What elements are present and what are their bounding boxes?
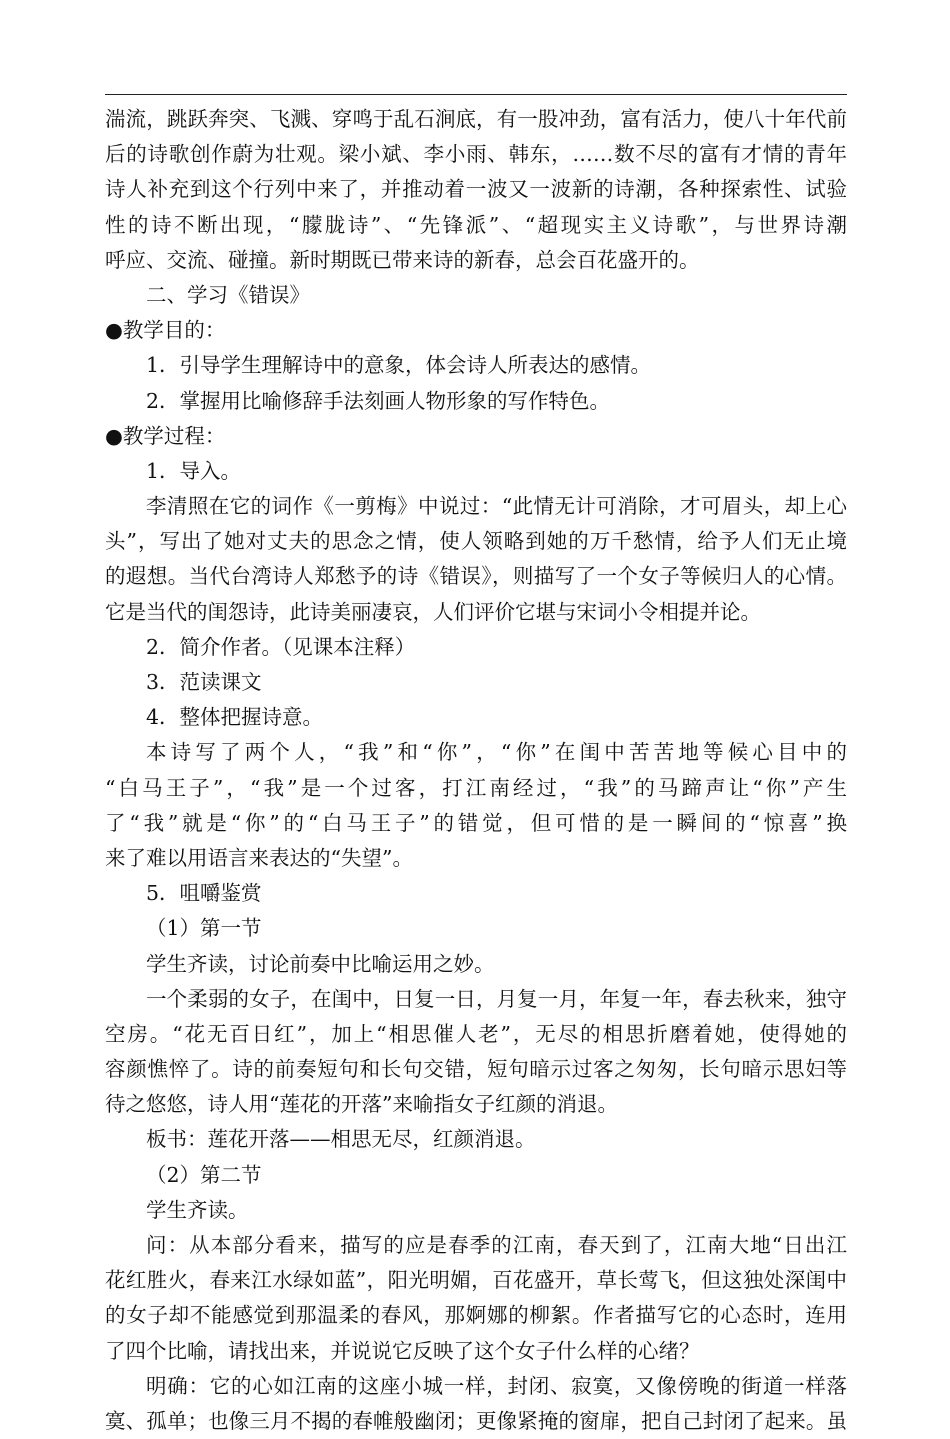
text-line: 容颜憔悴了。诗的前奏短句和长句交错，短句暗示过客之匆匆，长句暗示思妇等 [105,1057,847,1082]
text-line: 头”，写出了她对丈夫的思念之情，使人领略到她的万千愁情，给予人们无止境 [105,529,847,554]
text-line: 后的诗歌创作蔚为壮观。梁小斌、李小雨、韩东，……数不尽的富有才情的青年 [105,142,847,167]
text-line: 了四个比喻，请找出来，并说说它反映了这个女子什么样的心绪？ [105,1338,700,1363]
text-line: 2．掌握用比喻修辞手法刻画人物形象的写作特色。 [146,388,611,413]
text-line: 湍流，跳跃奔突、飞溅、穿鸣于乱石涧底，有一股冲劲，富有活力，使八十年代前 [105,107,847,131]
text-line: 1．导入。 [146,458,242,483]
text-line: 1．引导学生理解诗中的意象，体会诗人所表达的感情。 [146,353,652,378]
text-line: 二、学习《错误》 [146,282,310,307]
text-line: 问：从本部分看来，描写的应是春季的江南，春天到了，江南大地“日出江 [146,1233,847,1257]
text-line: 3．范读课文 [146,670,262,694]
text-line: 它是当代的闺怨诗，此诗美丽凄哀，人们评价它堪与宋词小令相提并论。 [105,599,761,624]
text-line: 诗人补充到这个行列中来了，并推动着一波又一波新的诗潮，各种探索性、试验 [105,177,847,202]
text-line: 一个柔弱的女子，在闺中，日复一日，月复一月，年复一年，春去秋来，独守 [146,986,847,1011]
text-line: 呼应、交流、碰撞。新时期既已带来诗的新春，总会百花盛开的。 [105,247,700,272]
text-line: 本诗写了两个人，“我”和“你”，“你”在闺中苦苦地等候心目中的 [146,740,847,765]
text-line: 来了难以用语言来表达的“失望”。 [105,845,413,870]
text-line: 空房。“花无百日红”，加上“相思催人老”，无尽的相思折磨着她，使得她的 [105,1021,847,1046]
text-line: 的女子却不能感觉到那温柔的春风，那婀娜的柳絮。作者描写它的心态时，连用 [105,1303,847,1328]
text-line: 板书：莲花开落——相思无尽，红颜消退。 [146,1127,536,1152]
text-line: 了“我”就是“你”的“白马王子”的错觉，但可惜的是一瞬间的“惊喜”换 [105,810,847,835]
text-line: 待之悠悠，诗人用“莲花的开落”来喻指女子红颜的消退。 [105,1092,618,1117]
text-line: （1）第一节 [146,916,262,941]
text-line: “白马王子”，“我”是一个过客，打江南经过，“我”的马蹄声让“你”产生 [105,775,847,800]
text-line: 明确：它的心如江南的这座小城一样，封闭、寂寞，又像傍晚的街道一样落 [146,1373,847,1398]
text-line: 李清照在它的词作《一剪梅》中说过：“此情无计可消除，才可眉头，却上心 [146,494,847,519]
text-line: ●教学目的： [105,318,226,343]
text-line: 的遐想。当代台湾诗人郑愁予的诗《错误》，则描写了一个女子等候归人的心情。 [105,564,847,589]
header-rule [105,94,847,95]
text-line: 寞、孤单；也像三月不揭的春帷般幽闭；更像紧掩的窗扉，把自己封闭了起来。虽 [105,1408,847,1433]
text-line: 学生齐读。 [146,1197,249,1222]
text-line: 学生齐读，讨论前奏中比喻运用之妙。 [146,951,495,976]
text-line: 4．整体把握诗意。 [146,705,324,730]
text-line: 5．咀嚼鉴赏 [146,881,262,906]
document-body [105,102,847,1439]
text-line: ●教学过程： [105,423,226,448]
text-line: （2）第二节 [146,1162,262,1187]
text-line: 2．简介作者。（见课本注释） [146,634,416,659]
text-line: 性的诗不断出现，“朦胧诗”、“先锋派”、“超现实主义诗歌”，与世界诗潮 [105,212,847,237]
text-line: 花红胜火，春来江水绿如蓝”，阳光明媚，百花盛开，草长莺飞，但这独处深闺中 [105,1268,847,1293]
